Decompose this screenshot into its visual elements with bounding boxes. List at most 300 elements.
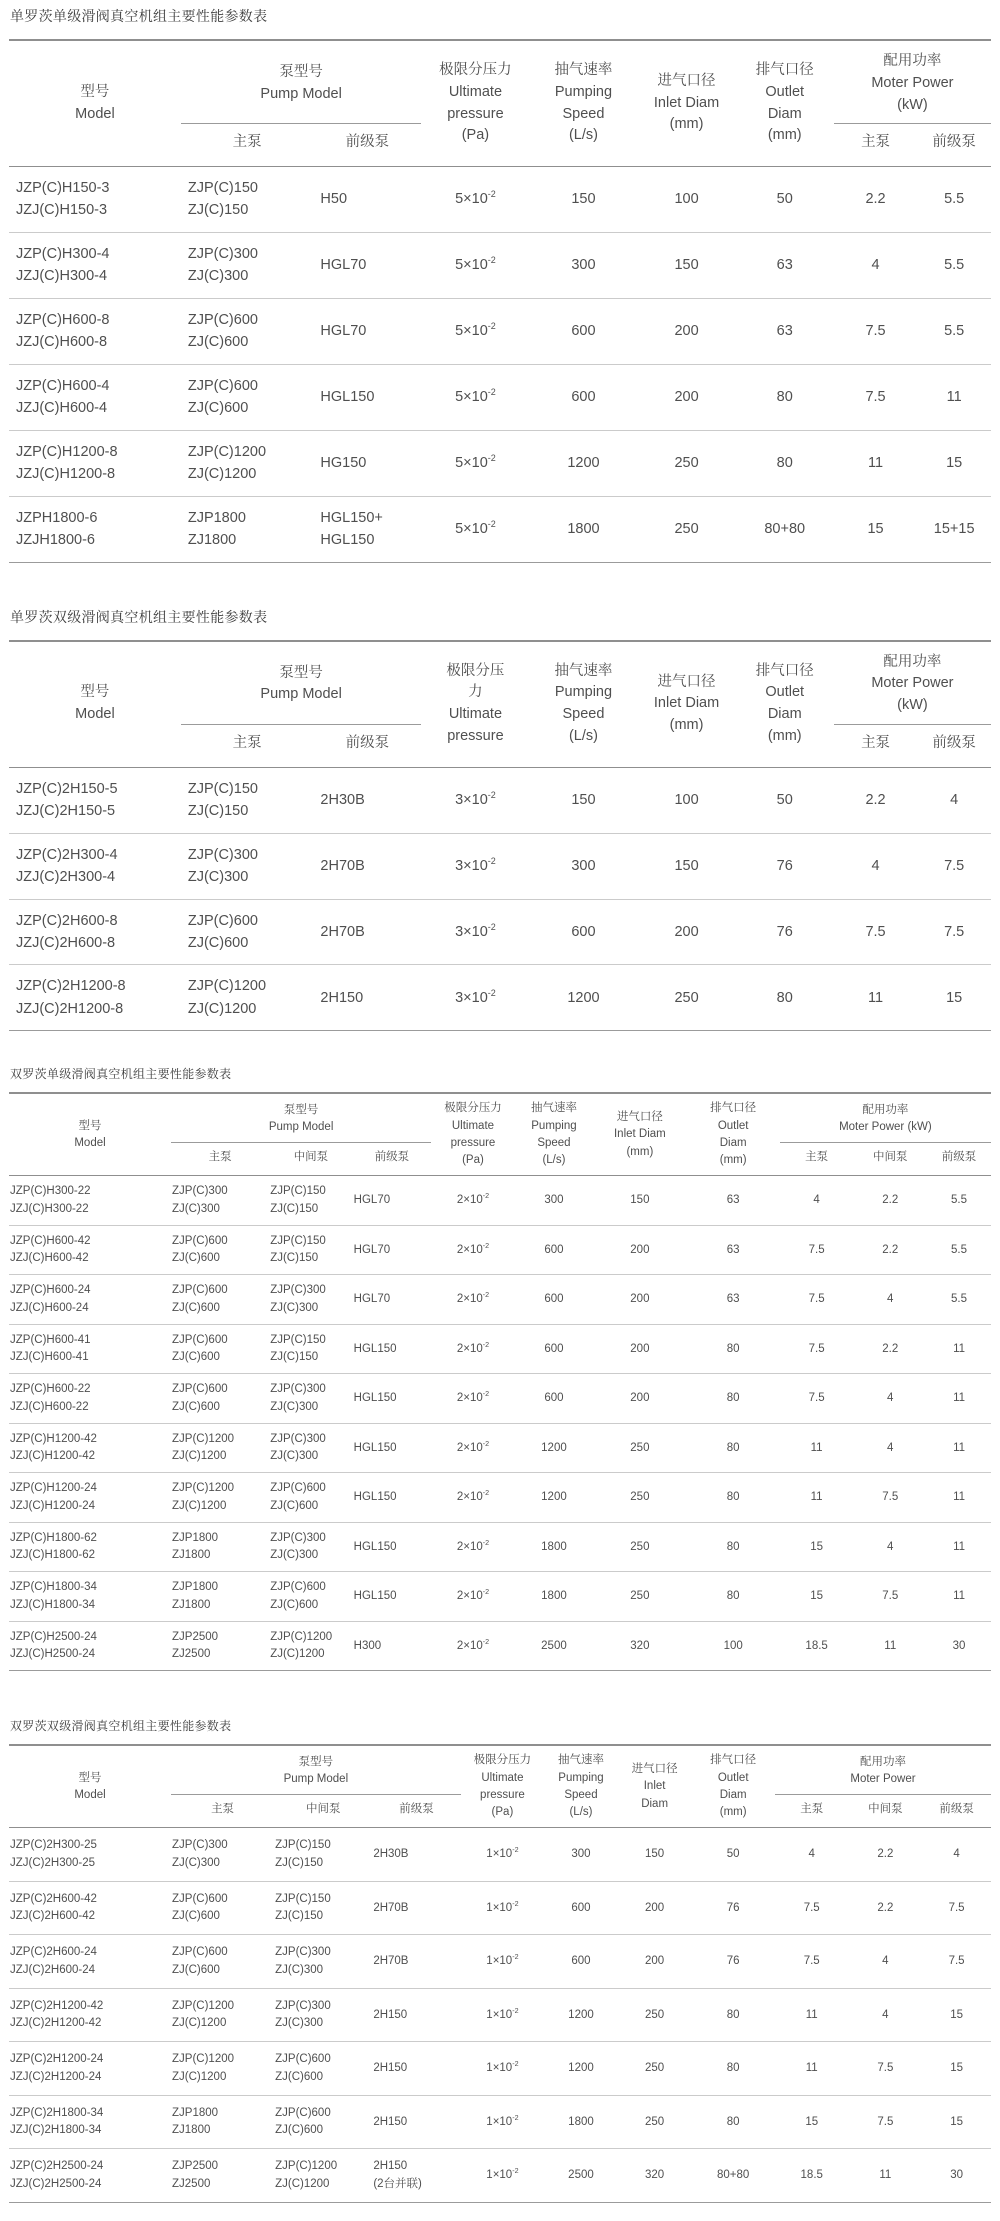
cell-power-backing: 15+15	[933, 520, 975, 537]
table-row	[9, 1828, 991, 1882]
cell-backing-pump: HG150	[320, 454, 367, 471]
cell-backing-pump: 2H150	[373, 2062, 408, 2074]
table-row	[9, 232, 991, 298]
cell-outlet-diam: 63	[726, 1293, 740, 1305]
cell-power-backing: 11	[953, 1342, 966, 1355]
cell-power-main: 4	[871, 857, 880, 874]
cell-middle-pump: ZJP(C)300 ZJ(C)300	[270, 1284, 326, 1314]
cell-main-pump: ZJP(C)1200 ZJ(C)1200	[187, 978, 267, 1017]
column-header-ultimate-pressure: 极限分压 力 Ultimate pressure	[446, 662, 505, 744]
cell-power-middle: 2.2	[877, 1901, 894, 1914]
table-section-double-roots-two-stage	[9, 1717, 991, 2203]
cell-backing-pump: 2H70B	[320, 857, 365, 874]
cell-inlet-diam: 200	[630, 1392, 650, 1404]
cell-ultimate-pressure: $2\times 10^{-2}$	[456, 1291, 490, 1305]
cell-pumping-speed: 1800	[541, 1540, 567, 1553]
cell-pumping-speed: 1200	[568, 2062, 594, 2074]
cell-middle-pump: ZJP(C)150 ZJ(C)150	[275, 1839, 331, 1869]
table-row	[9, 1324, 991, 1374]
cell-ultimate-pressure: $2\times 10^{-2}$	[456, 1340, 490, 1355]
cell-model: JZP(C)2H600-24 JZJ(C)2H600-24	[10, 1946, 97, 1976]
cell-power-backing: 11	[953, 1540, 966, 1553]
spec-table	[9, 640, 991, 1032]
cell-main-pump: ZJP(C)300 ZJ(C)300	[187, 245, 258, 285]
cell-power-main: 15	[805, 2115, 819, 2128]
table-title: 双罗茨双级滑阀真空机组主要性能参数表	[10, 1719, 232, 1734]
cell-backing-pump: 2H150	[373, 2008, 408, 2021]
column-subheader-power-middle: 中间泵	[868, 1802, 903, 1815]
table-row	[9, 1176, 991, 1226]
cell-outlet-diam: 80	[726, 1392, 740, 1404]
cell-power-main: 4	[813, 1194, 820, 1206]
cell-ultimate-pressure: $1\times 10^{-2}$	[486, 1953, 519, 1967]
cell-outlet-diam: 80+80	[717, 2169, 750, 2181]
cell-ultimate-pressure: $1\times 10^{-2}$	[486, 2113, 519, 2128]
cell-backing-pump: 2H70B	[373, 1955, 409, 1967]
cell-power-backing: 5.5	[944, 257, 965, 274]
cell-ultimate-pressure: $2\times 10^{-2}$	[456, 1489, 490, 1503]
cell-main-pump: ZJP(C)1200 ZJ(C)1200	[172, 2053, 235, 2083]
table-row	[9, 1572, 991, 1622]
cell-pumping-speed: 1200	[568, 2008, 594, 2021]
cell-inlet-diam: 100	[674, 791, 699, 808]
cell-pumping-speed: 300	[571, 1848, 591, 1860]
cell-model: JZP(C)2H1800-34 JZJ(C)2H1800-34	[10, 2106, 104, 2137]
cell-ultimate-pressure: $5\times 10^{-2}$	[455, 321, 496, 340]
cell-outlet-diam: 80	[726, 1540, 740, 1553]
cell-power-middle: 7.5	[882, 1491, 899, 1503]
cell-main-pump: ZJP(C)1200 ZJ(C)1200	[172, 1432, 235, 1463]
table-row	[9, 1621, 991, 1671]
column-header-ultimate-pressure: 极限分压力 Ultimate pressure (Pa)	[444, 1102, 502, 1167]
cell-model: JZP(C)2H300-4 JZJ(C)2H300-4	[16, 846, 118, 886]
cell-model: JZP(C)H1800-62 JZJ(C)H1800-62	[10, 1531, 97, 1562]
cell-power-backing: 4	[950, 791, 959, 808]
column-subheader-main-pump: 主泵	[232, 734, 262, 751]
cell-ultimate-pressure: $3\times 10^{-2}$	[455, 855, 496, 874]
cell-model: JZPH1800-6 JZJH1800-6	[16, 509, 98, 549]
cell-ultimate-pressure: $5\times 10^{-2}$	[455, 387, 496, 406]
cell-power-main: 7.5	[808, 1293, 825, 1305]
cell-pumping-speed: 600	[571, 1901, 591, 1914]
column-subheader-power-main: 主泵	[800, 1802, 824, 1815]
cell-power-backing: 11	[946, 389, 962, 406]
cell-ultimate-pressure: $2\times 10^{-2}$	[456, 1439, 490, 1454]
cell-outlet-diam: 80	[776, 454, 793, 471]
cell-model: JZP(C)H1200-24 JZJ(C)H1200-24	[10, 1482, 97, 1512]
cell-model: JZP(C)H1200-8 JZJ(C)H1200-8	[16, 443, 118, 483]
cell-main-pump: ZJP(C)600 ZJ(C)600	[172, 1383, 228, 1413]
cell-main-pump: ZJP(C)600 ZJ(C)600	[172, 1892, 228, 1923]
cell-outlet-diam: 50	[726, 1848, 740, 1860]
cell-inlet-diam: 250	[630, 1540, 650, 1553]
cell-pumping-speed: 1200	[541, 1441, 567, 1454]
cell-pumping-speed: 2500	[568, 2169, 594, 2181]
cell-power-backing: 5.5	[944, 191, 965, 208]
cell-pumping-speed: 600	[544, 1342, 564, 1355]
cell-main-pump: ZJP(C)600 ZJ(C)600	[187, 377, 258, 417]
cell-inlet-diam: 320	[630, 1639, 650, 1652]
table-title: 单罗茨双级滑阀真空机组主要性能参数表	[10, 608, 268, 625]
cell-inlet-diam: 150	[645, 1848, 665, 1860]
cell-power-backing: 15	[946, 989, 963, 1006]
column-subheader-power-backing: 前级泵	[941, 1150, 977, 1163]
cell-pumping-speed: 600	[544, 1293, 564, 1305]
cell-middle-pump: ZJP(C)150 ZJ(C)150	[270, 1333, 326, 1364]
cell-model: JZP(C)H1800-34 JZJ(C)H1800-34	[10, 1581, 97, 1611]
cell-power-middle: 2.2	[877, 1848, 894, 1860]
cell-power-main: 7.5	[803, 1955, 820, 1967]
cell-power-backing: 5.5	[944, 323, 965, 340]
column-header-outlet-diam: 排气口径 Outlet Diam (mm)	[755, 62, 814, 144]
cell-inlet-diam: 250	[630, 1441, 650, 1454]
cell-ultimate-pressure: $5\times 10^{-2}$	[455, 189, 496, 208]
cell-power-main: 11	[805, 2062, 818, 2074]
table-row	[9, 1522, 991, 1572]
cell-backing-pump: HGL70	[353, 1194, 391, 1206]
table-title: 双罗茨单级滑阀真空机组主要性能参数表	[10, 1067, 232, 1082]
cell-outlet-diam: 80	[726, 2062, 740, 2074]
cell-power-middle: 4	[882, 1955, 889, 1967]
cell-power-middle: 2.2	[882, 1342, 899, 1355]
cell-model: JZP(C)2H1200-8 JZJ(C)2H1200-8	[16, 978, 126, 1017]
table-row	[9, 167, 991, 233]
cell-power-main: 7.5	[808, 1243, 825, 1256]
cell-ultimate-pressure: $2\times 10^{-2}$	[456, 1637, 490, 1652]
cell-power-main: 7.5	[803, 1901, 820, 1914]
cell-power-backing: 30	[952, 1639, 966, 1652]
cell-outlet-diam: 50	[776, 191, 793, 208]
column-header-pumping-speed: 抽气速率 Pumping Speed (L/s)	[557, 1754, 604, 1819]
cell-outlet-diam: 80	[726, 2115, 740, 2128]
cell-power-middle: 4	[887, 1293, 894, 1305]
cell-middle-pump: ZJP(C)150 ZJ(C)150	[275, 1892, 331, 1923]
cell-main-pump: ZJP1800 ZJ1800	[172, 1531, 219, 1562]
table-row	[9, 1374, 991, 1424]
cell-power-main: 11	[805, 2008, 818, 2021]
cell-inlet-diam: 200	[674, 389, 699, 406]
cell-pumping-speed: 1800	[568, 2115, 594, 2128]
cell-ultimate-pressure: $5\times 10^{-2}$	[455, 453, 496, 471]
cell-power-main: 15	[867, 520, 884, 537]
cell-middle-pump: ZJP(C)300 ZJ(C)300	[270, 1531, 326, 1562]
cell-middle-pump: ZJP(C)600 ZJ(C)600	[270, 1581, 326, 1611]
cell-inlet-diam: 200	[630, 1342, 650, 1355]
cell-outlet-diam: 63	[776, 323, 793, 340]
column-header-ultimate-pressure: 极限分压力 Ultimate pressure (Pa)	[473, 1754, 532, 1819]
cell-outlet-diam: 76	[776, 857, 793, 874]
cell-main-pump: ZJP(C)600 ZJ(C)600	[187, 311, 258, 351]
cell-pumping-speed: 2500	[541, 1639, 567, 1652]
spec-table-container	[9, 39, 991, 563]
cell-power-backing: 11	[953, 1441, 966, 1454]
cell-backing-pump: 2H30B	[320, 791, 365, 808]
cell-backing-pump: 2H70B	[320, 923, 365, 940]
cell-backing-pump: H300	[353, 1639, 382, 1652]
cell-power-main: 15	[810, 1540, 824, 1553]
cell-main-pump: ZJP1800 ZJ1800	[172, 1581, 219, 1611]
cell-middle-pump: ZJP(C)300 ZJ(C)300	[270, 1432, 326, 1463]
cell-power-middle: 2.2	[882, 1243, 899, 1256]
cell-main-pump: ZJP2500 ZJ2500	[172, 2160, 219, 2190]
cell-power-main: 2.2	[865, 191, 886, 208]
cell-power-main: 11	[868, 454, 884, 471]
cell-backing-pump: HGL150	[353, 1392, 397, 1404]
cell-inlet-diam: 150	[674, 857, 699, 874]
table-row	[9, 496, 991, 562]
column-subheader-power-main: 主泵	[861, 734, 891, 751]
column-subheader-middle-pump: 中间泵	[293, 1150, 329, 1163]
cell-power-middle: 11	[879, 2169, 892, 2181]
cell-ultimate-pressure: $2\times 10^{-2}$	[456, 1538, 490, 1553]
cell-main-pump: ZJP(C)600 ZJ(C)600	[172, 1234, 228, 1265]
cell-ultimate-pressure: $1\times 10^{-2}$	[486, 2167, 519, 2181]
cell-pumping-speed: 600	[544, 1243, 564, 1256]
spec-table-container	[9, 1744, 991, 2203]
cell-power-backing: 7.5	[948, 1901, 965, 1914]
cell-ultimate-pressure: $1\times 10^{-2}$	[486, 2006, 519, 2021]
cell-power-backing: 5.5	[951, 1293, 968, 1305]
column-header-inlet-diam: 进气口径 Inlet Diam	[631, 1763, 678, 1810]
cell-inlet-diam: 250	[630, 1590, 650, 1602]
cell-inlet-diam: 200	[645, 1955, 665, 1967]
cell-outlet-diam: 80	[726, 2008, 740, 2021]
cell-power-main: 7.5	[865, 323, 886, 340]
cell-inlet-diam: 200	[630, 1293, 650, 1305]
column-group-header-motor-power: 配用功率 Moter Power (kW)	[780, 1093, 991, 1142]
table-row	[9, 899, 991, 965]
cell-backing-pump: HGL150	[353, 1590, 397, 1602]
cell-power-main: 11	[810, 1441, 823, 1454]
cell-backing-pump: HGL150	[353, 1491, 397, 1503]
cell-model: JZP(C)2H300-25 JZJ(C)2H300-25	[10, 1839, 97, 1869]
cell-outlet-diam: 63	[726, 1194, 740, 1206]
table-row	[9, 430, 991, 496]
cell-ultimate-pressure: $2\times 10^{-2}$	[456, 1241, 490, 1256]
cell-model: JZP(C)H600-24 JZJ(C)H600-24	[10, 1284, 91, 1314]
cell-model: JZP(C)H300-22 JZJ(C)H300-22	[10, 1185, 91, 1215]
column-subheader-power-backing: 前级泵	[932, 734, 976, 751]
cell-power-backing: 15	[950, 2008, 963, 2021]
cell-backing-pump: 2H150 (2台并联)	[373, 2160, 422, 2190]
cell-ultimate-pressure: $1\times 10^{-2}$	[486, 1846, 519, 1860]
column-subheader-power-backing: 前级泵	[939, 1802, 974, 1815]
cell-inlet-diam: 150	[674, 257, 699, 274]
column-subheader-middle-pump: 中间泵	[305, 1802, 341, 1815]
cell-power-backing: 11	[953, 1392, 966, 1404]
column-header-pumping-speed: 抽气速率 Pumping Speed (L/s)	[554, 62, 613, 144]
cell-model: JZP(C)H1200-42 JZJ(C)H1200-42	[10, 1432, 97, 1463]
cell-inlet-diam: 250	[674, 520, 699, 537]
cell-model: JZP(C)2H2500-24 JZJ(C)2H2500-24	[10, 2160, 104, 2190]
spec-table	[9, 1092, 991, 1671]
table-row	[9, 1275, 991, 1325]
cell-backing-pump: HGL150	[353, 1441, 397, 1454]
spec-table-container	[9, 1092, 991, 1671]
cell-power-backing: 30	[950, 2169, 963, 2181]
spec-table	[9, 39, 991, 563]
cell-power-main: 15	[810, 1590, 824, 1602]
cell-backing-pump: H50	[320, 191, 348, 208]
column-group-header-motor-power: 配用功率 Moter Power	[775, 1745, 991, 1794]
cell-power-middle: 7.5	[877, 2115, 894, 2128]
column-header-pumping-speed: 抽气速率 Pumping Speed (L/s)	[554, 662, 613, 744]
column-header-inlet-diam: 进气口径 Inlet Diam (mm)	[653, 72, 720, 133]
cell-main-pump: ZJP(C)300 ZJ(C)300	[172, 1185, 228, 1215]
table-section-double-roots-single-stage	[9, 1065, 991, 1671]
cell-pumping-speed: 300	[571, 257, 596, 274]
cell-power-main: 2.2	[865, 791, 886, 808]
cell-model: JZP(C)H600-8 JZJ(C)H600-8	[16, 311, 110, 351]
table-section-single-roots-single-stage	[9, 6, 991, 563]
table-title: 单罗茨单级滑阀真空机组主要性能参数表	[10, 8, 268, 24]
cell-power-middle: 2.2	[882, 1194, 899, 1206]
cell-pumping-speed: 600	[571, 389, 596, 406]
column-subheader-main-pump: 主泵	[208, 1150, 232, 1163]
column-group-header-motor-power: 配用功率 Moter Power (kW)	[834, 40, 991, 124]
column-group-header-pump-model: 泵型号 Pump Model	[181, 40, 422, 124]
cell-model: JZP(C)H150-3 JZJ(C)H150-3	[16, 180, 110, 219]
table-row	[9, 1423, 991, 1473]
cell-main-pump: ZJP1800 ZJ1800	[172, 2106, 219, 2137]
table-row	[9, 767, 991, 833]
cell-power-backing: 15	[950, 2062, 963, 2074]
cell-power-main: 11	[868, 989, 884, 1006]
table-row	[9, 1225, 991, 1275]
cell-middle-pump: ZJP(C)300 ZJ(C)300	[270, 1383, 326, 1413]
cell-inlet-diam: 250	[645, 2008, 665, 2021]
cell-ultimate-pressure: $3\times 10^{-2}$	[455, 987, 496, 1006]
column-subheader-backing-pump: 前级泵	[345, 134, 390, 151]
cell-main-pump: ZJP(C)1200 ZJ(C)1200	[172, 1999, 235, 2030]
column-header-model: 型号 Model	[74, 1119, 106, 1149]
cell-main-pump: ZJP(C)150 ZJ(C)150	[187, 180, 258, 219]
cell-outlet-diam: 100	[723, 1639, 743, 1652]
cell-model: JZP(C)H600-42 JZJ(C)H600-42	[10, 1234, 91, 1265]
cell-inlet-diam: 250	[645, 2062, 665, 2074]
cell-power-middle: 4	[887, 1540, 894, 1553]
cell-backing-pump: 2H30B	[373, 1848, 409, 1860]
column-subheader-power-middle: 中间泵	[873, 1150, 908, 1163]
cell-middle-pump: ZJP(C)300 ZJ(C)300	[275, 1999, 331, 2030]
table-row	[9, 1935, 991, 1989]
column-subheader-backing-pump: 前级泵	[374, 1150, 410, 1163]
cell-power-backing: 15	[946, 454, 963, 471]
cell-outlet-diam: 50	[776, 791, 793, 808]
column-header-model: 型号 Model	[74, 1771, 106, 1801]
cell-model: JZP(C)2H150-5 JZJ(C)2H150-5	[16, 780, 118, 820]
cell-outlet-diam: 76	[726, 1901, 740, 1914]
cell-middle-pump: ZJP(C)150 ZJ(C)150	[270, 1234, 326, 1265]
cell-power-main: 7.5	[808, 1392, 825, 1404]
cell-model: JZP(C)H2500-24 JZJ(C)H2500-24	[10, 1630, 97, 1661]
cell-inlet-diam: 200	[674, 323, 699, 340]
cell-outlet-diam: 80	[726, 1590, 740, 1602]
cell-power-main: 18.5	[800, 2169, 823, 2181]
cell-model: JZP(C)H600-41 JZJ(C)H600-41	[10, 1333, 91, 1364]
column-header-inlet-diam: 进气口径 Inlet Diam (mm)	[613, 1111, 666, 1158]
column-header-model: 型号 Model	[75, 684, 115, 723]
cell-pumping-speed: 1200	[541, 1491, 567, 1503]
cell-ultimate-pressure: $2\times 10^{-2}$	[456, 1390, 490, 1404]
table-row	[9, 2149, 991, 2203]
cell-model: JZP(C)H300-4 JZJ(C)H300-4	[16, 245, 110, 285]
column-group-header-pump-model: 泵型号 Pump Model	[171, 1745, 461, 1794]
cell-outlet-diam: 80	[726, 1441, 740, 1454]
cell-outlet-diam: 80	[776, 989, 793, 1006]
column-group-header-pump-model: 泵型号 Pump Model	[171, 1093, 431, 1142]
cell-ultimate-pressure: $1\times 10^{-2}$	[486, 1899, 519, 1914]
cell-model: JZP(C)2H600-8 JZJ(C)2H600-8	[16, 912, 118, 951]
cell-power-main: 7.5	[865, 923, 886, 940]
cell-power-main: 18.5	[805, 1639, 828, 1652]
cell-main-pump: ZJP(C)600 ZJ(C)600	[172, 1946, 228, 1976]
cell-outlet-diam: 80	[726, 1342, 740, 1355]
column-subheader-backing-pump: 前级泵	[345, 734, 390, 751]
column-subheader-power-main: 主泵	[861, 134, 891, 151]
cell-backing-pump: HGL70	[353, 1293, 391, 1305]
cell-power-main: 7.5	[865, 389, 886, 406]
cell-pumping-speed: 150	[571, 791, 596, 808]
cell-power-middle: 7.5	[877, 2062, 894, 2074]
cell-backing-pump: HGL70	[353, 1243, 391, 1256]
cell-power-backing: 5.5	[951, 1243, 968, 1256]
cell-inlet-diam: 320	[645, 2169, 665, 2181]
cell-middle-pump: ZJP(C)1200 ZJ(C)1200	[275, 2160, 338, 2190]
cell-backing-pump: 2H150	[373, 2115, 408, 2128]
spec-table	[9, 1744, 991, 2203]
cell-pumping-speed: 150	[571, 191, 596, 208]
cell-middle-pump: ZJP(C)300 ZJ(C)300	[275, 1946, 331, 1976]
column-header-inlet-diam: 进气口径 Inlet Diam (mm)	[653, 673, 720, 733]
cell-inlet-diam: 250	[630, 1491, 650, 1503]
cell-ultimate-pressure: $2\times 10^{-2}$	[456, 1588, 490, 1602]
cell-middle-pump: ZJP(C)600 ZJ(C)600	[270, 1482, 326, 1512]
column-subheader-backing-pump: 前级泵	[399, 1802, 434, 1815]
cell-backing-pump: HGL150	[353, 1342, 397, 1355]
cell-model: JZP(C)H600-22 JZJ(C)H600-22	[10, 1383, 91, 1413]
cell-power-backing: 11	[953, 1590, 966, 1602]
cell-model: JZP(C)2H1200-42 JZJ(C)2H1200-42	[10, 1999, 104, 2030]
cell-pumping-speed: 1200	[567, 454, 600, 471]
cell-main-pump: ZJP2500 ZJ2500	[172, 1630, 219, 1661]
cell-ultimate-pressure: $1\times 10^{-2}$	[486, 2060, 519, 2074]
cell-backing-pump: 2H70B	[373, 1901, 409, 1914]
cell-main-pump: ZJP(C)150 ZJ(C)150	[187, 780, 258, 820]
cell-middle-pump: ZJP(C)600 ZJ(C)600	[275, 2053, 331, 2083]
cell-ultimate-pressure: $5\times 10^{-2}$	[455, 519, 496, 537]
cell-main-pump: ZJP(C)1200 ZJ(C)1200	[187, 443, 267, 483]
column-header-outlet-diam: 排气口径 Outlet Diam (mm)	[710, 1102, 757, 1167]
cell-inlet-diam: 100	[674, 191, 699, 208]
column-subheader-main-pump: 主泵	[232, 134, 262, 151]
cell-model: JZP(C)H600-4 JZJ(C)H600-4	[16, 377, 110, 417]
cell-power-backing: 4	[953, 1848, 960, 1860]
cell-power-middle: 4	[887, 1392, 894, 1404]
cell-model: JZP(C)2H600-42 JZJ(C)2H600-42	[10, 1892, 97, 1923]
cell-power-middle: 7.5	[882, 1590, 899, 1602]
table-row	[9, 1881, 991, 1935]
cell-power-backing: 7.5	[944, 923, 965, 940]
cell-power-middle: 4	[887, 1441, 894, 1454]
cell-inlet-diam: 250	[674, 454, 699, 471]
cell-outlet-diam: 63	[726, 1243, 740, 1256]
cell-power-backing: 7.5	[948, 1955, 965, 1967]
cell-power-middle: 11	[884, 1639, 897, 1652]
cell-power-backing: 7.5	[944, 857, 965, 874]
cell-ultimate-pressure: $3\times 10^{-2}$	[455, 921, 496, 940]
table-row	[9, 2042, 991, 2096]
